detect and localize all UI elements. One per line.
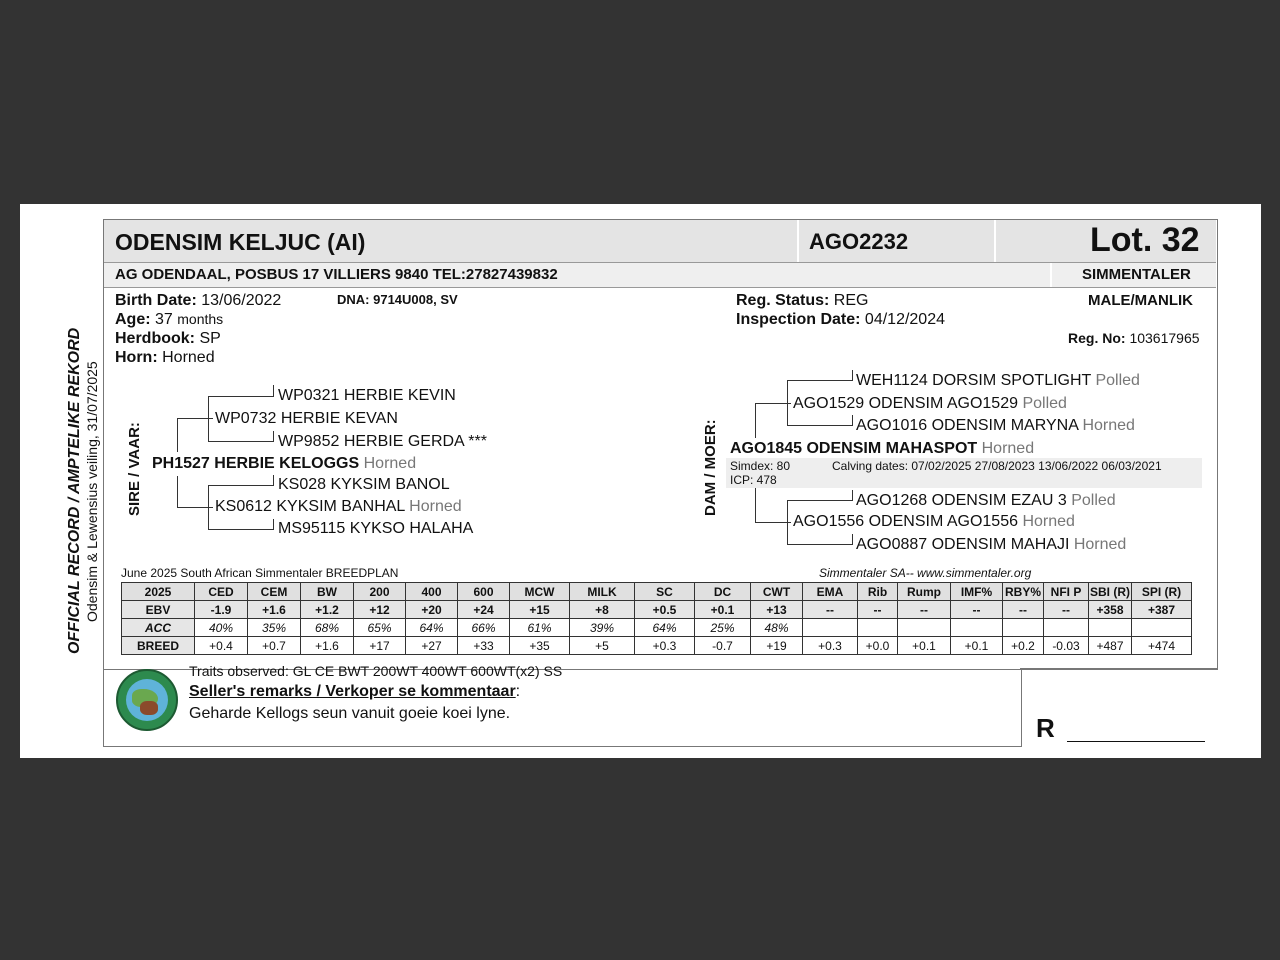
dam-name: AGO1845 ODENSIM MAHASPOT Horned xyxy=(730,440,1035,457)
dam-ggs: WEH1124 DORSIM SPOTLIGHT Polled xyxy=(856,372,1140,389)
age: Age: 37 months xyxy=(115,311,224,328)
reg-status: Reg. Status: REG xyxy=(736,292,869,309)
dam-simdex: Simdex: 80 xyxy=(730,459,791,473)
remarks-text: Geharde Kellogs seun vanuit goeie koei lyne. xyxy=(189,705,511,722)
birth-date: Birth Date: 13/06/2022 xyxy=(115,292,282,309)
dam-ggd: AGO1016 ODENSIM MARYNA Horned xyxy=(856,417,1135,434)
sire-label: SIRE / VAAR: xyxy=(126,422,143,516)
traits-observed: Traits observed: GL CE BWT 200WT 400WT 600WT(x2) SS xyxy=(189,663,563,679)
horn-status: Horn: Horned xyxy=(115,349,215,366)
ebv-table xyxy=(121,582,1192,655)
reg-number: Reg. No: 103617965 xyxy=(1068,330,1200,346)
receipt-r: R xyxy=(1036,713,1055,743)
breedplan-website: Simmentaler SA-- www.simmentaler.org xyxy=(819,566,1032,580)
dam-gs: AGO1529 ODENSIM AGO1529 Polled xyxy=(793,395,1067,412)
sire-ggs: WP0321 HERBIE KEVIN xyxy=(278,387,456,404)
breed-name: SIMMENTALER xyxy=(1082,266,1191,283)
sire-gd-s: KS028 KYKSIM BANOL xyxy=(278,476,450,493)
breed-row: BREED +0.4 +0.7 +1.6 +17 +27 +33 +35 +5 +0.3 -0.7 +19 +0.3 +0.0 +0.1 +0.1 +0.2 -0.03 +487 +474 xyxy=(122,637,1192,655)
lot-card xyxy=(20,204,1261,758)
ebv-row: EBV -1.9 +1.6 +1.2 +12 +20 +24 +15 +8 +0.5 +0.1 +13 -- -- -- -- -- -- +358 +387 xyxy=(122,601,1192,619)
official-record-label: OFFICIAL RECORD / AMPTELIKE REKORD xyxy=(66,327,83,654)
sex: MALE/MANLIK xyxy=(1088,292,1193,309)
sire-gs: WP0732 HERBIE KEVAN xyxy=(215,410,398,427)
remarks-heading: Seller's remarks / Verkoper se kommentaar: xyxy=(189,683,521,700)
sire-ggd: WP9852 HERBIE GERDA *** xyxy=(278,433,487,450)
sire-gd: KS0612 KYKSIM BANHAL Horned xyxy=(215,498,462,515)
dam-calving-dates: Calving dates: 07/02/2025 27/08/2023 13/06/2022 06/03/2021 xyxy=(832,459,1162,473)
dam-label: DAM / MOER: xyxy=(702,419,719,516)
lot-number: Lot. 32 xyxy=(1090,221,1200,259)
dam-gd: AGO1556 ODENSIM AGO1556 Horned xyxy=(793,513,1075,530)
animal-name: ODENSIM KELJUC (AI) xyxy=(115,229,366,255)
dna-info: DNA: 9714U008, SV xyxy=(337,292,458,307)
registration-id: AGO2232 xyxy=(809,229,909,254)
dam-gd-d: AGO0887 ODENSIM MAHAJI Horned xyxy=(856,536,1127,553)
breedplan-caption: June 2025 South African Simmentaler BREEDPLAN xyxy=(121,566,399,580)
sire-name: PH1527 HERBIE KELOGGS Horned xyxy=(152,455,417,472)
inspection-date: Inspection Date: 04/12/2024 xyxy=(736,311,945,328)
dam-icp: ICP: 478 xyxy=(730,473,777,487)
breeder-info: AG ODENDAAL, POSBUS 17 VILLIERS 9840 TEL:27827439832 xyxy=(115,266,558,283)
dam-gd-s: AGO1268 ODENSIM EZAU 3 Polled xyxy=(856,492,1116,509)
herdbook: Herdbook: SP xyxy=(115,330,221,347)
simmentaler-logo-icon xyxy=(116,669,178,731)
sire-gd-d: MS95115 KYKSO HALAHA xyxy=(278,520,474,537)
receipt-line xyxy=(1067,741,1205,742)
receipt-divider xyxy=(1020,668,1217,670)
acc-row: ACC 40% 35% 68% 65% 64% 66% 61% 39% 64% 25% 48% xyxy=(122,619,1192,637)
auction-label: Odensim & Lewensius veiling, 31/07/2025 xyxy=(84,361,100,622)
ebv-header-row: 2025 CED CEM BW 200 400 600 MCW MILK SC DC CWT EMA Rib Rump IMF% RBY% NFI P SBI (R) SPI (R) xyxy=(122,583,1192,601)
